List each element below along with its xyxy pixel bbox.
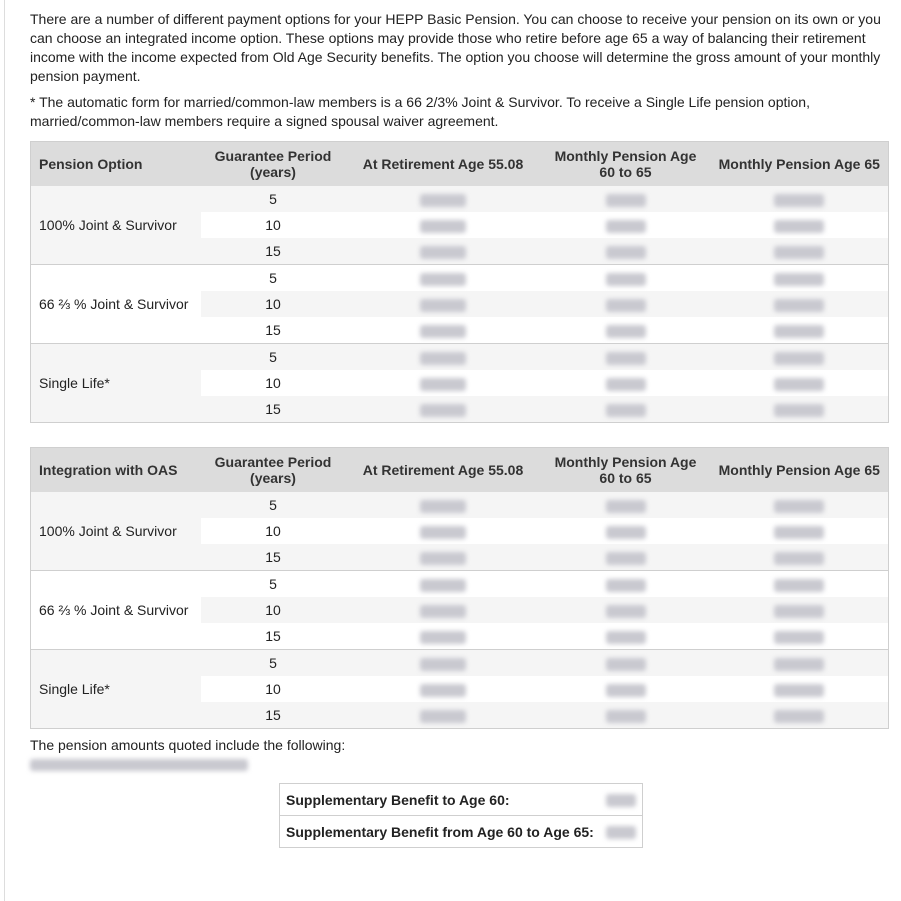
spousal-note: * The automatic form for married/common-law members is a 66 2/3% Joint & Survivor. To receive a Single Life pension option, married/common-law members require a signed spousal waiver agreement. [30, 94, 810, 129]
guarantee-period-cell: 5 [201, 186, 346, 212]
redacted-amount-cell [541, 291, 711, 317]
col-header-guarantee: Guarantee Period (years) [201, 142, 346, 187]
redacted-value [774, 378, 824, 391]
redacted-value [774, 220, 824, 233]
guarantee-period-cell: 15 [201, 544, 346, 571]
table-row [31, 265, 889, 292]
redacted-value [606, 378, 646, 391]
redacted-value [420, 299, 466, 312]
redacted-value [420, 220, 466, 233]
col-header-option: Integration with OAS [31, 448, 201, 493]
redacted-amount-cell [346, 291, 541, 317]
redacted-value [606, 325, 646, 338]
redacted-value [420, 273, 466, 286]
redacted-amount-cell [346, 571, 541, 598]
redacted-value [606, 658, 646, 671]
oas-integration-table [30, 447, 889, 729]
redacted-amount-cell [711, 650, 889, 677]
redacted-value [774, 710, 824, 723]
redacted-amount-cell [711, 676, 889, 702]
supp-label-to-60: Supplementary Benefit to Age 60: [280, 784, 600, 816]
redacted-value [606, 826, 636, 839]
redacted-value [606, 710, 646, 723]
redacted-value [774, 500, 824, 513]
redacted-date-line [30, 759, 248, 771]
redacted-amount-cell [541, 597, 711, 623]
supp-value-to-60 [600, 784, 643, 816]
table-row [31, 571, 889, 598]
redacted-amount-cell [711, 344, 889, 371]
redacted-amount-cell [541, 186, 711, 212]
redacted-value [774, 404, 824, 417]
redacted-amount-cell [541, 344, 711, 371]
guarantee-period-cell: 15 [201, 702, 346, 729]
redacted-amount-cell [346, 702, 541, 729]
redacted-value [420, 605, 466, 618]
redacted-value [606, 794, 636, 807]
redacted-amount-cell [346, 650, 541, 677]
redacted-value [774, 684, 824, 697]
guarantee-period-cell: 10 [201, 291, 346, 317]
redacted-value [774, 325, 824, 338]
supp-row [280, 816, 643, 848]
redacted-value [420, 500, 466, 513]
pension-option-label: 66 ⅔ % Joint & Survivor [31, 265, 201, 344]
redacted-amount-cell [711, 518, 889, 544]
pension-option-label: Single Life* [31, 650, 201, 729]
redacted-value [774, 631, 824, 644]
redacted-amount-cell [346, 623, 541, 650]
redacted-value [606, 605, 646, 618]
redacted-amount-cell [541, 702, 711, 729]
redacted-value [774, 246, 824, 259]
redacted-value [606, 299, 646, 312]
col-header-retirement: At Retirement Age 55.08 [346, 448, 541, 493]
intro-paragraph: There are a number of different payment options for your HEPP Basic Pension. You can choose to receive your pension on its own or you can choose an integrated income option. These options may provide those who retire before age 65 a way of balancing their retirement income with the income expected from Old Age Security benefits. The option you choose will determine the gross amount of your monthly pension payment. [30, 11, 881, 84]
redacted-value [420, 404, 466, 417]
redacted-value [420, 325, 466, 338]
col-header-guarantee: Guarantee Period (years) [201, 448, 346, 493]
redacted-value [606, 404, 646, 417]
redacted-value [774, 552, 824, 565]
guarantee-period-cell: 5 [201, 265, 346, 292]
redacted-amount-cell [541, 212, 711, 238]
col-header-monthly-60-65: Monthly Pension Age 60 to 65 [541, 448, 711, 493]
redacted-value [420, 526, 466, 539]
redacted-amount-cell [541, 676, 711, 702]
table-header-row [31, 448, 889, 493]
table-row [31, 492, 889, 518]
col-header-monthly-65: Monthly Pension Age 65 [711, 142, 889, 187]
redacted-amount-cell [711, 544, 889, 571]
col-header-monthly-60-65: Monthly Pension Age 60 to 65 [541, 142, 711, 187]
redacted-value [606, 220, 646, 233]
redacted-value [774, 194, 824, 207]
redacted-value [774, 579, 824, 592]
col-header-monthly-65: Monthly Pension Age 65 [711, 448, 889, 493]
table-row [31, 186, 889, 212]
guarantee-period-cell: 10 [201, 597, 346, 623]
redacted-amount-cell [711, 238, 889, 265]
redacted-value [420, 631, 466, 644]
supplementary-benefit-table [279, 783, 643, 848]
redacted-value [606, 246, 646, 259]
redacted-amount-cell [346, 186, 541, 212]
redacted-amount-cell [711, 597, 889, 623]
guarantee-period-cell: 5 [201, 492, 346, 518]
redacted-amount-cell [346, 370, 541, 396]
redacted-value [606, 500, 646, 513]
redacted-value [606, 631, 646, 644]
redacted-amount-cell [711, 396, 889, 423]
redacted-value [606, 552, 646, 565]
redacted-amount-cell [711, 186, 889, 212]
redacted-amount-cell [711, 623, 889, 650]
quoted-intro: The pension amounts quoted include the following: [30, 737, 346, 753]
left-border [4, 0, 5, 901]
guarantee-period-cell: 15 [201, 623, 346, 650]
redacted-amount-cell [346, 265, 541, 292]
redacted-value [420, 352, 466, 365]
guarantee-period-cell: 5 [201, 571, 346, 598]
guarantee-period-cell: 15 [201, 396, 346, 423]
pension-option-label: 100% Joint & Survivor [31, 492, 201, 571]
redacted-amount-cell [711, 492, 889, 518]
redacted-value [606, 273, 646, 286]
guarantee-period-cell: 10 [201, 676, 346, 702]
redacted-amount-cell [346, 597, 541, 623]
redacted-value [774, 605, 824, 618]
redacted-value [606, 526, 646, 539]
redacted-amount-cell [541, 265, 711, 292]
redacted-amount-cell [711, 291, 889, 317]
redacted-value [420, 194, 466, 207]
pension-option-table [30, 141, 889, 423]
redacted-amount-cell [711, 265, 889, 292]
col-header-retirement: At Retirement Age 55.08 [346, 142, 541, 187]
redacted-amount-cell [346, 238, 541, 265]
redacted-amount-cell [346, 396, 541, 423]
redacted-amount-cell [541, 518, 711, 544]
redacted-amount-cell [346, 212, 541, 238]
table-header-row [31, 142, 889, 187]
redacted-amount-cell [541, 317, 711, 344]
redacted-value [420, 246, 466, 259]
guarantee-period-cell: 5 [201, 650, 346, 677]
redacted-value [420, 579, 466, 592]
redacted-amount-cell [541, 238, 711, 265]
redacted-value [606, 579, 646, 592]
redacted-value [420, 684, 466, 697]
table-row [31, 650, 889, 677]
supp-row [280, 784, 643, 816]
redacted-amount-cell [711, 702, 889, 729]
guarantee-period-cell: 10 [201, 212, 346, 238]
pension-option-label: 100% Joint & Survivor [31, 186, 201, 265]
redacted-amount-cell [541, 650, 711, 677]
redacted-amount-cell [346, 518, 541, 544]
redacted-amount-cell [346, 317, 541, 344]
redacted-value [774, 658, 824, 671]
pension-option-label: 66 ⅔ % Joint & Survivor [31, 571, 201, 650]
redacted-amount-cell [346, 344, 541, 371]
pension-options-content [30, 10, 888, 848]
supp-value-60-65 [600, 816, 643, 848]
redacted-amount-cell [346, 492, 541, 518]
redacted-amount-cell [711, 212, 889, 238]
redacted-amount-cell [346, 544, 541, 571]
redacted-value [420, 378, 466, 391]
table-row [31, 344, 889, 371]
redacted-amount-cell [711, 571, 889, 598]
guarantee-period-cell: 10 [201, 518, 346, 544]
redacted-amount-cell [541, 544, 711, 571]
redacted-value [774, 273, 824, 286]
redacted-value [420, 658, 466, 671]
col-header-option: Pension Option [31, 142, 201, 187]
redacted-amount-cell [541, 623, 711, 650]
supp-label-60-65: Supplementary Benefit from Age 60 to Age 65: [280, 816, 600, 848]
redacted-amount-cell [711, 317, 889, 344]
guarantee-period-cell: 15 [201, 317, 346, 344]
redacted-amount-cell [541, 396, 711, 423]
guarantee-period-cell: 15 [201, 238, 346, 265]
guarantee-period-cell: 5 [201, 344, 346, 371]
redacted-amount-cell [711, 370, 889, 396]
redacted-value [606, 194, 646, 207]
redacted-value [774, 299, 824, 312]
pension-option-label: Single Life* [31, 344, 201, 423]
redacted-value [774, 526, 824, 539]
redacted-amount-cell [541, 370, 711, 396]
redacted-amount-cell [346, 676, 541, 702]
guarantee-period-cell: 10 [201, 370, 346, 396]
redacted-value [606, 684, 646, 697]
redacted-value [420, 710, 466, 723]
redacted-value [606, 352, 646, 365]
redacted-amount-cell [541, 492, 711, 518]
redacted-value [420, 552, 466, 565]
redacted-value [774, 352, 824, 365]
redacted-amount-cell [541, 571, 711, 598]
